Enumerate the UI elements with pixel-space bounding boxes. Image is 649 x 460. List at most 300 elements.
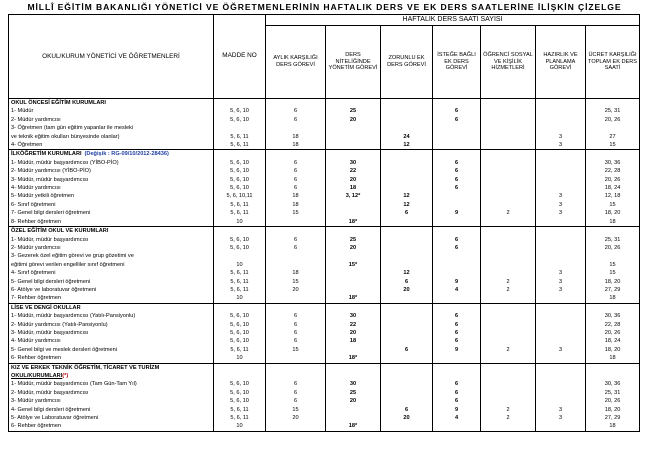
empty-cell <box>536 303 586 312</box>
cell-a <box>266 252 326 260</box>
cell-d: 6 <box>433 389 481 397</box>
cell-e: 2 <box>481 406 536 414</box>
empty-cell <box>381 227 433 236</box>
row-label: 1- Müdür, müdür başyardımcısı (Yatılı-Pansiyonlu) <box>9 312 214 320</box>
cell-b <box>326 209 381 217</box>
cell-e <box>481 252 536 260</box>
cell-e <box>481 354 536 363</box>
cell-a: 6 <box>266 312 326 320</box>
table-row <box>9 294 640 303</box>
col-header-1: AYLIK KARŞILIĞI DERS GÖREVİ <box>266 26 326 99</box>
cell-d: 6 <box>433 244 481 252</box>
row-madde: 10 <box>214 261 266 269</box>
cell-a <box>266 124 326 132</box>
row-label: 2- Müdür, müdür başyardımcısı <box>9 389 214 397</box>
section-title-text: KIZ VE ERKEK TEKNİK ÖĞRETİM, TİCARET VE TURİZM <box>11 364 160 371</box>
section-note: (Değişik : RG-09/10/2012-28436) <box>84 151 169 158</box>
cell-b: 15* <box>326 261 381 269</box>
empty-cell <box>214 227 266 236</box>
cell-d <box>433 218 481 227</box>
table-row <box>9 397 640 405</box>
row-madde: 5, 6, 10 <box>214 329 266 337</box>
row-label: 7- Rehber öğretmen <box>9 294 214 303</box>
cell-d: 6 <box>433 107 481 115</box>
row-madde: 10 <box>214 218 266 227</box>
empty-cell <box>266 227 326 236</box>
row-label: eğitimi görevi verilen engelliler sınıf öğretmeni <box>9 261 214 269</box>
empty-cell <box>326 150 381 159</box>
row-madde: 5, 6, 10 <box>214 116 266 124</box>
cell-g: 15 <box>586 201 640 209</box>
cell-g: 15 <box>586 141 640 150</box>
cell-d: 6 <box>433 184 481 192</box>
table-row <box>9 133 640 141</box>
cell-g: 18 <box>586 294 640 303</box>
empty-cell <box>586 227 640 236</box>
row-madde: 5, 6, 10 <box>214 176 266 184</box>
cell-c: 12 <box>381 141 433 150</box>
cell-a <box>266 294 326 303</box>
cell-a: 18 <box>266 201 326 209</box>
section-title-text: LİSE VE DENGİ OKULLAR <box>11 304 81 311</box>
section-header <box>9 303 640 312</box>
cell-c <box>381 236 433 244</box>
cell-c <box>381 124 433 132</box>
table-row <box>9 422 640 431</box>
section-header <box>9 363 640 372</box>
cell-e <box>481 236 536 244</box>
cell-g: 30, 36 <box>586 380 640 388</box>
cell-c: 24 <box>381 133 433 141</box>
row-madde: 5, 6, 11 <box>214 141 266 150</box>
cell-d: 6 <box>433 329 481 337</box>
cell-a: 6 <box>266 236 326 244</box>
empty-cell <box>481 303 536 312</box>
cell-b: 22 <box>326 167 381 175</box>
cell-d: 6 <box>433 116 481 124</box>
row-label: 1- Müdür <box>9 107 214 115</box>
empty-cell <box>481 99 536 108</box>
cell-b <box>326 406 381 414</box>
cell-e <box>481 167 536 175</box>
cell-c: 6 <box>381 346 433 354</box>
cell-f <box>536 252 586 260</box>
table-row <box>9 252 640 260</box>
cell-f <box>536 397 586 405</box>
row-madde: 10 <box>214 354 266 363</box>
cell-a: 6 <box>266 184 326 192</box>
cell-a: 20 <box>266 286 326 294</box>
cell-e <box>481 329 536 337</box>
cell-f <box>536 116 586 124</box>
cell-a: 6 <box>266 167 326 175</box>
cell-b <box>326 278 381 286</box>
empty-cell <box>433 363 481 372</box>
row-madde: 5, 6, 11 <box>214 201 266 209</box>
cell-d: 6 <box>433 167 481 175</box>
empty-cell <box>433 227 481 236</box>
cell-e <box>481 312 536 320</box>
section-title-text: İLKÖĞRETİM KURUMLARI <box>11 151 82 158</box>
col-header-6: HAZIRLIK VE PLANLAMA GÖREVİ <box>536 26 586 99</box>
section-header <box>9 99 640 108</box>
cell-g: 12, 18 <box>586 192 640 200</box>
row-label: 6- Sınıf öğretmeni <box>9 201 214 209</box>
section-title-cont <box>9 372 214 380</box>
cell-b: 18* <box>326 422 381 431</box>
section-header <box>9 150 640 159</box>
cell-b: 18 <box>326 184 381 192</box>
empty-cell <box>586 150 640 159</box>
cell-g: 30, 36 <box>586 312 640 320</box>
empty-cell <box>266 372 326 380</box>
empty-cell <box>481 227 536 236</box>
empty-cell <box>326 303 381 312</box>
empty-cell <box>326 372 381 380</box>
cell-c: 20 <box>381 414 433 422</box>
table-row <box>9 380 640 388</box>
cell-d <box>433 261 481 269</box>
row-madde: 5, 6, 10 <box>214 321 266 329</box>
cell-b <box>326 252 381 260</box>
col-header-3: ZORUNLU EK DERS GÖREVİ <box>381 26 433 99</box>
cell-f <box>536 337 586 345</box>
cell-e: 2 <box>481 346 536 354</box>
cell-e <box>481 337 536 345</box>
cell-c: 6 <box>381 209 433 217</box>
empty-cell <box>433 99 481 108</box>
empty-cell <box>266 150 326 159</box>
cell-g: 15 <box>586 261 640 269</box>
cell-g: 25, 31 <box>586 389 640 397</box>
cell-d <box>433 252 481 260</box>
col-header-4: İSTEĞE BAĞLI EK DERS GÖREVİ <box>433 26 481 99</box>
row-madde: 5, 6, 11 <box>214 414 266 422</box>
row-label: 4- Genel bilgi dersleri öğretmeni <box>9 406 214 414</box>
empty-cell <box>326 363 381 372</box>
cell-a: 15 <box>266 278 326 286</box>
row-madde: 5, 6, 10 <box>214 244 266 252</box>
cell-e <box>481 397 536 405</box>
cell-b <box>326 346 381 354</box>
empty-cell <box>586 303 640 312</box>
empty-cell <box>586 363 640 372</box>
empty-cell <box>326 227 381 236</box>
table-row <box>9 354 640 363</box>
table-row <box>9 321 640 329</box>
row-label: 5- Atölye ve Laboratuvar öğretmeni <box>9 414 214 422</box>
cell-d <box>433 133 481 141</box>
row-label: 5- Müdür yetkili öğretmen <box>9 192 214 200</box>
col-header-5: ÖĞRENCİ SOSYAL VE KİŞİLİK HİZMETLERİ <box>481 26 536 99</box>
cell-f <box>536 389 586 397</box>
section-title <box>9 363 214 372</box>
row-label: 1- Müdür, müdür başyardımcısı <box>9 236 214 244</box>
cell-e <box>481 124 536 132</box>
row-madde: 5, 6, 10 <box>214 159 266 167</box>
table-row <box>9 124 640 132</box>
cell-a: 6 <box>266 244 326 252</box>
cell-a <box>266 261 326 269</box>
cell-b <box>326 269 381 277</box>
cell-d: 9 <box>433 406 481 414</box>
row-madde: 5, 6, 10 <box>214 312 266 320</box>
cell-e <box>481 184 536 192</box>
cell-b <box>326 286 381 294</box>
table-row <box>9 236 640 244</box>
cell-e <box>481 133 536 141</box>
cell-g: 30, 36 <box>586 159 640 167</box>
row-madde: 5, 6, 11 <box>214 406 266 414</box>
cell-d: 6 <box>433 236 481 244</box>
row-label: 1- Müdür, müdür başyardımcısı (Tam Gün-Tam Yıl) <box>9 380 214 388</box>
cell-g: 25, 31 <box>586 236 640 244</box>
table-row <box>9 278 640 286</box>
cell-g: 20, 26 <box>586 116 640 124</box>
section-title-text-2: OKUL/KURUMLARI <box>11 373 63 379</box>
cell-d <box>433 192 481 200</box>
cell-a: 6 <box>266 321 326 329</box>
cell-d <box>433 141 481 150</box>
col-header-group: HAFTALIK DERS SAATİ SAYISI <box>266 15 640 26</box>
cell-f <box>536 380 586 388</box>
row-madde: 5, 6, 10 <box>214 167 266 175</box>
cell-e <box>481 244 536 252</box>
section-title-text: OKUL ÖNCESİ EĞİTİM KURUMLARI <box>11 100 106 106</box>
empty-cell <box>481 363 536 372</box>
cell-e <box>481 269 536 277</box>
cell-c <box>381 329 433 337</box>
cell-a: 20 <box>266 414 326 422</box>
empty-cell <box>586 372 640 380</box>
cell-g: 20, 26 <box>586 244 640 252</box>
empty-cell <box>266 363 326 372</box>
cell-a <box>266 218 326 227</box>
row-label: 4- Sınıf öğretmeni <box>9 269 214 277</box>
table-body <box>9 99 640 432</box>
table-row <box>9 389 640 397</box>
row-label: 2- Müdür yardımcısı <box>9 244 214 252</box>
cell-d <box>433 422 481 431</box>
row-madde <box>214 252 266 260</box>
row-label: 6- Atölye ve laboratuvar öğretmeni <box>9 286 214 294</box>
cell-d: 4 <box>433 414 481 422</box>
cell-b: 22 <box>326 321 381 329</box>
cell-g: 20, 26 <box>586 176 640 184</box>
cell-b: 20 <box>326 176 381 184</box>
cell-a: 15 <box>266 406 326 414</box>
cell-e <box>481 107 536 115</box>
cell-d: 6 <box>433 380 481 388</box>
cell-c <box>381 244 433 252</box>
cell-b <box>326 124 381 132</box>
cell-b: 30 <box>326 159 381 167</box>
cell-d <box>433 201 481 209</box>
cell-g: 27, 29 <box>586 286 640 294</box>
table-row <box>9 269 640 277</box>
cell-b: 3, 12* <box>326 192 381 200</box>
cell-b: 25 <box>326 389 381 397</box>
cell-f <box>536 329 586 337</box>
cell-d: 6 <box>433 337 481 345</box>
row-label: 3- Öğretmen (tam gün eğitim yapanlar ile mesleki <box>9 124 214 132</box>
cell-g: 18, 24 <box>586 337 640 345</box>
row-label: 3- Gezerek özel eğitim görevi ve grup gözetimi ve <box>9 252 214 260</box>
cell-d: 6 <box>433 397 481 405</box>
cell-g: 20, 26 <box>586 329 640 337</box>
row-madde: 5, 6, 11 <box>214 269 266 277</box>
cell-e <box>481 389 536 397</box>
cell-a: 6 <box>266 337 326 345</box>
empty-cell <box>536 99 586 108</box>
empty-cell <box>536 372 586 380</box>
table-row <box>9 329 640 337</box>
section-title <box>9 303 214 312</box>
cell-f <box>536 107 586 115</box>
cell-g: 27, 29 <box>586 414 640 422</box>
row-label: 3- Müdür yardımcısı <box>9 397 214 405</box>
row-label: 3- Müdür, müdür başyardımcısı <box>9 176 214 184</box>
cell-e: 2 <box>481 278 536 286</box>
row-madde: 5, 6, 10 <box>214 337 266 345</box>
empty-cell <box>536 363 586 372</box>
row-madde: 5, 6, 11 <box>214 278 266 286</box>
row-label: 2- Müdür yardımcısı <box>9 116 214 124</box>
cell-b: 20 <box>326 116 381 124</box>
cell-f: 3 <box>536 278 586 286</box>
cell-a: 6 <box>266 159 326 167</box>
footnote-mark: (*) <box>62 373 69 379</box>
cell-g: 18 <box>586 218 640 227</box>
cell-c <box>381 159 433 167</box>
table-row <box>9 107 640 115</box>
cell-e <box>481 192 536 200</box>
col-header-madde: MADDE NO <box>214 15 266 99</box>
cell-a: 6 <box>266 329 326 337</box>
cell-e: 2 <box>481 209 536 217</box>
cell-g: 20, 26 <box>586 397 640 405</box>
cell-f <box>536 321 586 329</box>
cell-e <box>481 176 536 184</box>
cell-g: 22, 28 <box>586 321 640 329</box>
table-row <box>9 141 640 150</box>
section-title <box>9 227 214 236</box>
empty-cell <box>481 150 536 159</box>
empty-cell <box>381 372 433 380</box>
row-label: 2- Müdür yardımcısı (Yatılı-Pansiyonlu) <box>9 321 214 329</box>
cell-b <box>326 201 381 209</box>
cell-c <box>381 218 433 227</box>
empty-cell <box>381 363 433 372</box>
cell-c <box>381 321 433 329</box>
cell-f <box>536 218 586 227</box>
cell-b: 20 <box>326 329 381 337</box>
row-label: ve teknik eğitim okulları bünyesinde olanlar) <box>9 133 214 141</box>
row-madde <box>214 124 266 132</box>
table-row <box>9 414 640 422</box>
cell-d: 4 <box>433 286 481 294</box>
row-madde: 5, 6, 10 <box>214 380 266 388</box>
cell-e: 2 <box>481 286 536 294</box>
empty-cell <box>536 227 586 236</box>
row-label: 4- Müdür yardımcısı <box>9 337 214 345</box>
cell-b: 25 <box>326 107 381 115</box>
row-label: 4- Öğretmen <box>9 141 214 150</box>
row-madde: 5, 6, 10 <box>214 184 266 192</box>
cell-e: 2 <box>481 414 536 422</box>
table-row <box>9 312 640 320</box>
cell-g: 22, 28 <box>586 167 640 175</box>
cell-g <box>586 252 640 260</box>
cell-c: 6 <box>381 278 433 286</box>
cell-f <box>536 184 586 192</box>
cell-c <box>381 354 433 363</box>
cell-b: 18* <box>326 218 381 227</box>
cell-f <box>536 261 586 269</box>
cell-c <box>381 107 433 115</box>
row-madde: 5, 6, 10,11 <box>214 192 266 200</box>
cell-e <box>481 294 536 303</box>
empty-cell <box>266 99 326 108</box>
table-row <box>9 201 640 209</box>
cell-d: 9 <box>433 278 481 286</box>
cell-d: 6 <box>433 321 481 329</box>
section-title-text: ÖZEL EĞİTİM OKUL VE KURUMLARI <box>11 228 109 235</box>
cell-f: 3 <box>536 286 586 294</box>
cell-g: 27 <box>586 133 640 141</box>
table-row <box>9 244 640 252</box>
cell-e <box>481 201 536 209</box>
empty-cell <box>214 363 266 372</box>
cell-e <box>481 116 536 124</box>
section-title <box>9 99 214 108</box>
empty-cell <box>586 99 640 108</box>
cell-c <box>381 261 433 269</box>
table-row <box>9 406 640 414</box>
cell-g: 15 <box>586 269 640 277</box>
empty-cell <box>433 303 481 312</box>
cell-f <box>536 354 586 363</box>
empty-cell <box>326 99 381 108</box>
cell-c <box>381 337 433 345</box>
cell-f <box>536 236 586 244</box>
row-madde: 5, 6, 11 <box>214 346 266 354</box>
cell-c <box>381 294 433 303</box>
col-header-2: DERS NİTELİĞİNDE YÖNETİM GÖREVİ <box>326 26 381 99</box>
row-label: 8- Rehber öğretmen <box>9 218 214 227</box>
cell-d: 6 <box>433 312 481 320</box>
empty-cell <box>214 372 266 380</box>
cell-b: 30 <box>326 312 381 320</box>
cell-b <box>326 414 381 422</box>
cell-e <box>481 380 536 388</box>
row-madde: 5, 6, 10 <box>214 389 266 397</box>
cell-a: 6 <box>266 176 326 184</box>
cell-d: 6 <box>433 176 481 184</box>
row-madde: 10 <box>214 422 266 431</box>
cell-c: 6 <box>381 406 433 414</box>
cell-b: 20 <box>326 244 381 252</box>
empty-cell <box>481 372 536 380</box>
cell-b <box>326 141 381 150</box>
table-row <box>9 337 640 345</box>
table-row <box>9 192 640 200</box>
table-row <box>9 209 640 217</box>
cell-g <box>586 124 640 132</box>
page-title: MİLLÎ EĞİTİM BAKANLIĞI YÖNETİCİ VE ÖĞRETMENLERİNİN HAFTALIK DERS VE EK DERS SAATLERİNE İLİŞKİN ÇİZELGE <box>27 2 622 12</box>
cell-f: 3 <box>536 133 586 141</box>
cell-f <box>536 176 586 184</box>
